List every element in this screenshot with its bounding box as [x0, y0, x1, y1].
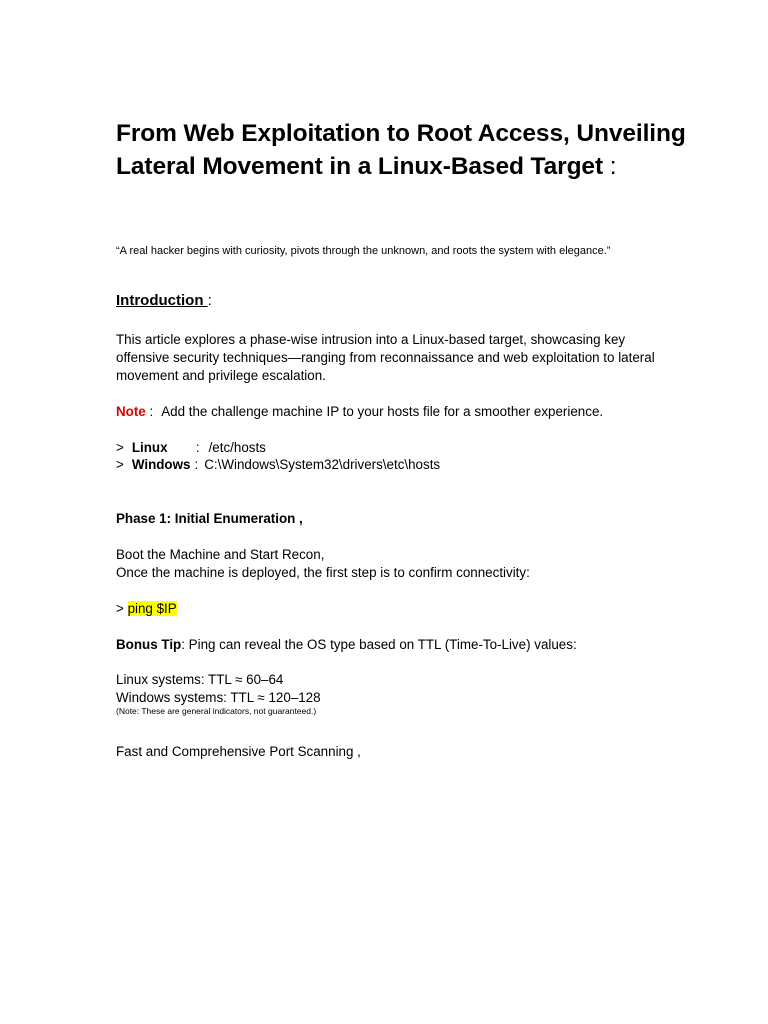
- hosts-windows-line: [116, 456, 440, 474]
- note-text: Add the challenge machine IP to your hosts file for a smoother experience.: [161, 404, 604, 419]
- phase1-heading: Phase 1: Initial Enumeration ,: [116, 511, 303, 526]
- ttl-windows-line: Windows systems: TTL ≈ 120–128: [116, 690, 321, 705]
- port-scanning-line: Fast and Comprehensive Port Scanning ,: [116, 744, 361, 759]
- title-main: From Web Exploitation to Root Access, Unveiling Lateral Movement in a Linux-Based Target: [116, 120, 686, 180]
- command-prompt: >: [116, 601, 124, 616]
- document-title: [116, 117, 716, 183]
- hosts-linux-os: Linux: [131, 440, 168, 455]
- hosts-windows-prefix: >: [116, 457, 124, 472]
- introduction-heading: [116, 291, 212, 311]
- hosts-linux-prefix: >: [116, 440, 124, 455]
- bonus-tip-text: : Ping can reveal the OS type based on TTL (Time-To-Live) values:: [181, 637, 577, 652]
- ttl-linux-line: Linux systems: TTL ≈ 60–64: [116, 672, 284, 687]
- hosts-linux-sep: :: [195, 440, 200, 455]
- bonus-tip-label: Bonus Tip: [116, 637, 182, 652]
- note-line: [116, 403, 603, 421]
- recon-line-1: Boot the Machine and Start Recon,: [116, 547, 325, 562]
- note-colon: :: [145, 404, 154, 419]
- ping-command-line: [116, 600, 177, 618]
- introduction-heading-colon: :: [207, 292, 212, 309]
- hosts-windows-os: Windows: [131, 457, 191, 472]
- hosts-linux-path: /etc/hosts: [208, 440, 266, 455]
- bonus-tip-line: [116, 636, 577, 654]
- recon-line-2: Once the machine is deployed, the first step is to confirm connectivity:: [116, 565, 530, 580]
- introduction-heading-text: Introduction: [116, 292, 208, 309]
- introduction-paragraph: This article explores a phase-wise intrusion into a Linux-based target, showcasing key offensive security techniques—ranging from reconnaissance and web exploitation to lateral movement and privilege escalation.: [116, 332, 655, 383]
- hosts-linux-line: [116, 439, 266, 457]
- epigraph-quote: “A real hacker begins with curiosity, pivots through the unknown, and roots the system with elegance.”: [116, 245, 611, 257]
- title-colon: :: [603, 153, 617, 180]
- ping-command: ping $IP: [127, 601, 177, 616]
- hosts-windows-path: C:\Windows\System32\drivers\etc\hosts: [204, 457, 441, 472]
- ttl-note: (Note: These are general indicators, not guaranteed.): [116, 706, 317, 716]
- hosts-windows-sep: :: [194, 457, 199, 472]
- note-label: Note: [116, 404, 146, 419]
